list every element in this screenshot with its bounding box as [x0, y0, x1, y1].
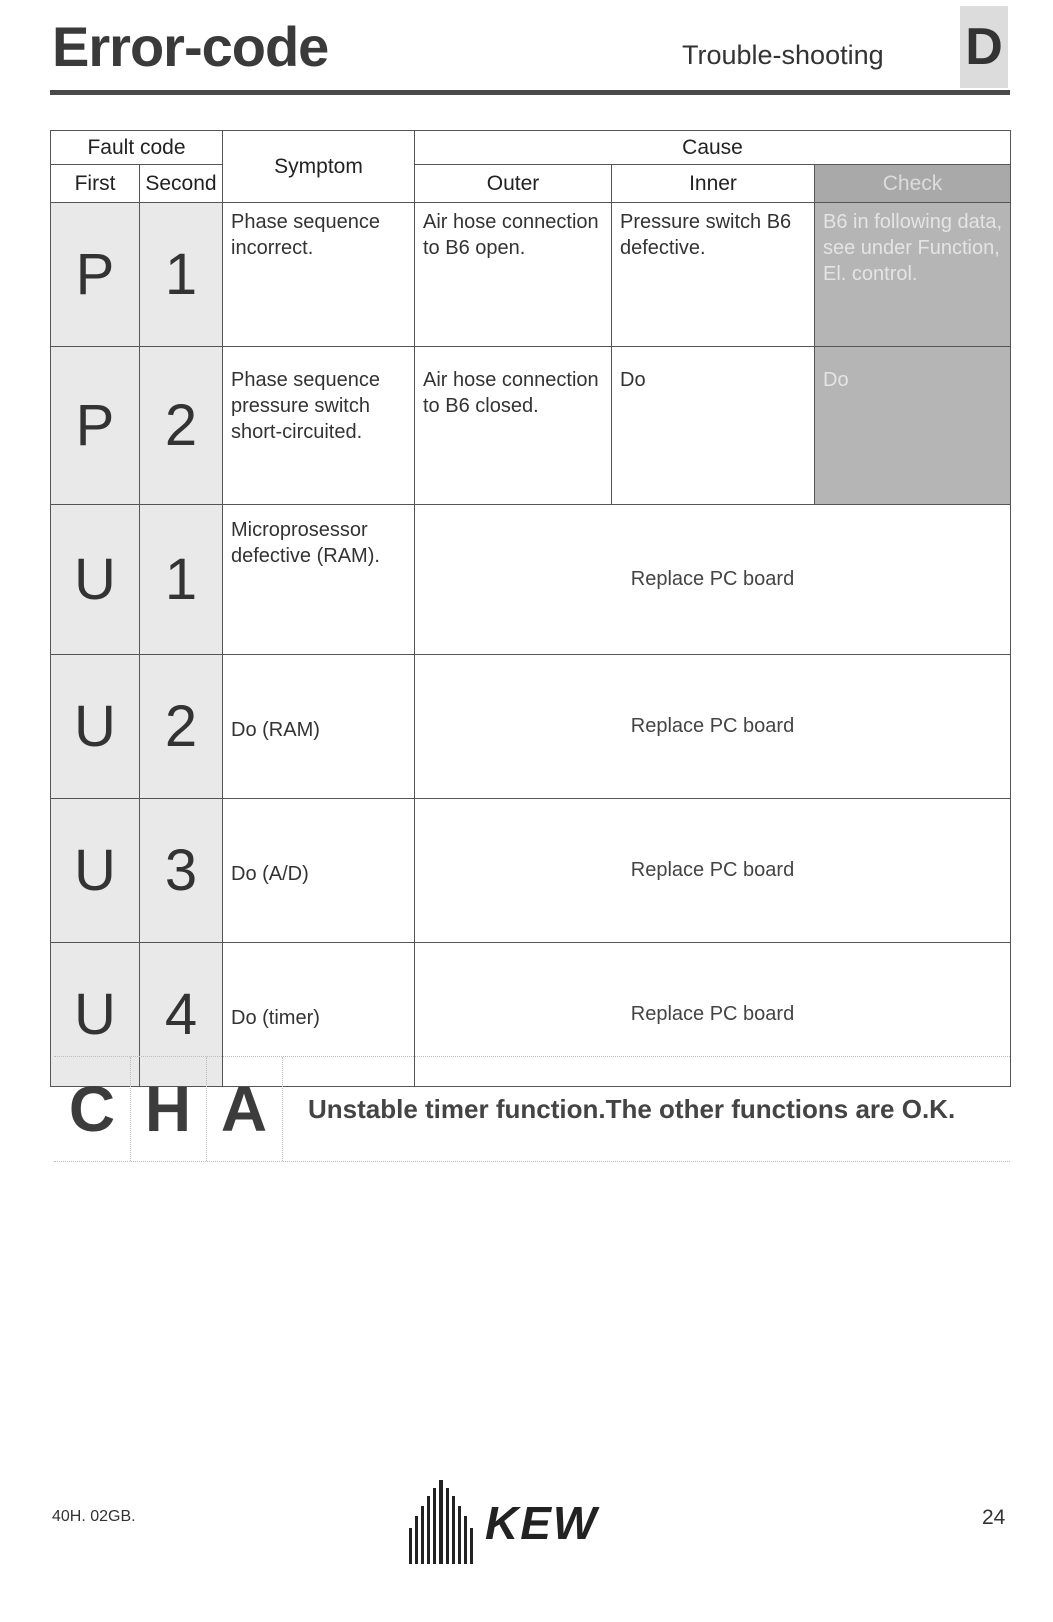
inner-cause-cell: Pressure switch B6 defective. [612, 203, 815, 347]
fault-code-first: P [51, 203, 140, 347]
table-row [51, 347, 1011, 505]
outer-header: Outer [415, 165, 612, 203]
fault-code-first: U [51, 505, 140, 655]
document-reference: 40H. 02GB. [52, 1508, 136, 1525]
symptom-cell: Microprosessor defective (RAM). [223, 505, 415, 655]
brand-name: KEW [485, 1497, 599, 1549]
check-cell: B6 in following data, see under Function, El. control. [815, 203, 1011, 347]
first-header: First [51, 165, 140, 203]
fault-code-first: U [51, 943, 140, 1087]
symptom-cell: Phase sequence incorrect. [223, 203, 415, 347]
remedy-cell: Replace PC board [415, 655, 1011, 799]
cha-letter-2: H [130, 1057, 207, 1161]
cha-letter-1: C [54, 1057, 131, 1161]
table-row [51, 655, 1011, 799]
fault-code-second: 3 [140, 799, 223, 943]
fault-code-second: 2 [140, 655, 223, 799]
section-letter: D [960, 6, 1008, 88]
fault-code-second: 4 [140, 943, 223, 1087]
inner-header: Inner [612, 165, 815, 203]
kew-logo [405, 1478, 665, 1568]
outer-cause-cell: Air hose connection to B6 open. [415, 203, 612, 347]
table-row [51, 203, 1011, 347]
check-cell: Do [815, 347, 1011, 505]
symptom-cell: Phase sequence pressure switch short-circuited. [223, 347, 415, 505]
table-row [51, 799, 1011, 943]
fault-code-second: 2 [140, 347, 223, 505]
outer-cause-cell: Air hose connection to B6 closed. [415, 347, 612, 505]
inner-cause-cell: Do [612, 347, 815, 505]
cause-header: Cause [415, 131, 1011, 165]
check-header: Check [815, 165, 1011, 203]
remedy-cell: Replace PC board [415, 799, 1011, 943]
fault-code-second: 1 [140, 203, 223, 347]
fault-code-first: U [51, 655, 140, 799]
fault-code-header: Fault code [51, 131, 223, 165]
symptom-header: Symptom [223, 131, 415, 203]
cha-letter-3: A [206, 1057, 283, 1161]
error-code-table [50, 130, 1011, 1087]
symptom-cell: Do (RAM) [223, 655, 415, 799]
second-header: Second [140, 165, 223, 203]
cha-description: Unstable timer function.The other functions are O.K. [308, 1094, 956, 1124]
symptom-cell: Do (timer) [223, 943, 415, 1087]
fault-code-second: 1 [140, 505, 223, 655]
fault-code-first: U [51, 799, 140, 943]
fault-code-first: P [51, 347, 140, 505]
symptom-cell: Do (A/D) [223, 799, 415, 943]
header-rule [50, 90, 1010, 95]
cha-code-box [54, 1056, 1010, 1162]
page-number: 24 [982, 1506, 1006, 1529]
remedy-cell: Replace PC board [415, 943, 1011, 1087]
kew-logo-icon [405, 1478, 481, 1568]
remedy-cell: Replace PC board [415, 505, 1011, 655]
table-row [51, 505, 1011, 655]
page-title: Error-code [52, 15, 329, 78]
page-subtitle: Trouble-shooting [682, 40, 884, 70]
